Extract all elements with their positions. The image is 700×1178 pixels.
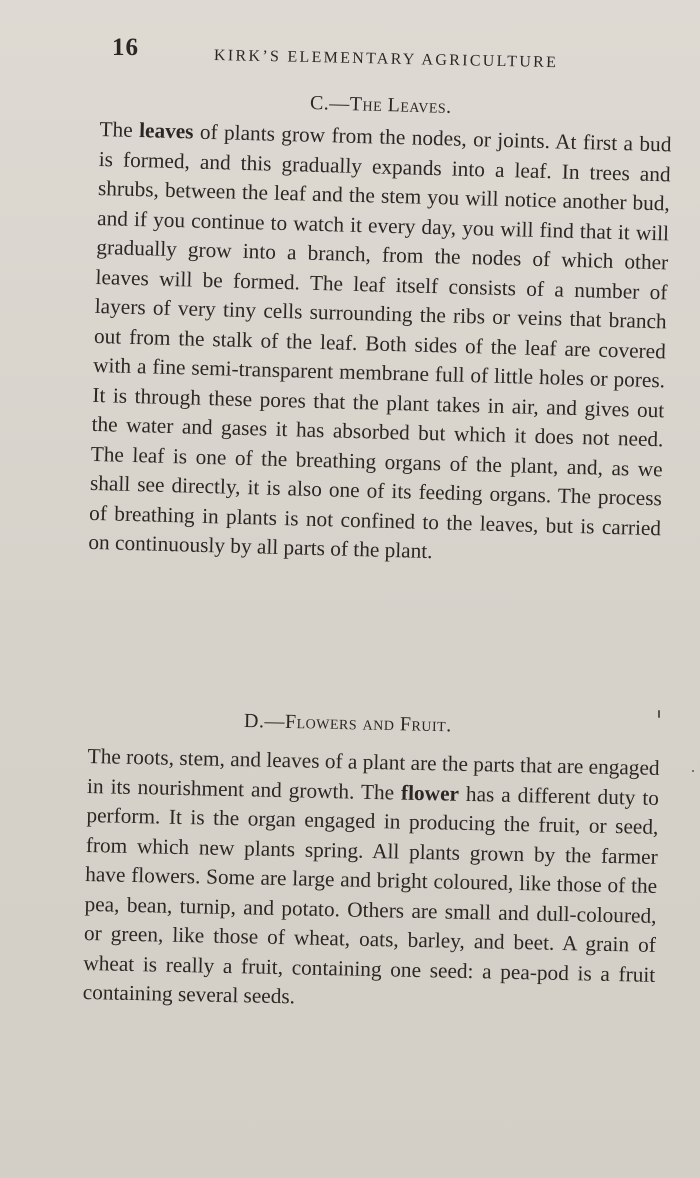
section-heading-leaves bbox=[310, 92, 452, 119]
ink-speck bbox=[658, 710, 660, 718]
paragraph-lead: The bbox=[99, 116, 140, 143]
page-number: 16 bbox=[112, 34, 139, 61]
ink-speck bbox=[692, 770, 694, 772]
paragraph-text: of plants grow from the nodes, or joints. At first a bud is formed, and this gradually expands into a leaf. In trees and shrubs, between the leaf and the stem you will notice another bud, and if you continue to watch it every day, you will find that it will gradually grow into a branch, from the nodes of which other leaves will be formed. The leaf itself consists of a number of layers of very tiny cells surrounding the ribs or veins that branch out from the stalk of the leaf. Both sides of the leaf are covered with a fine semi-transparent membrane full of little holes or pores. It is through these pores that the plant takes in air, and gives out the water and gases it has absorbed but which it does not need. The leaf is one of the breathing organs of the plant, and, as we shall see directly, it is also one of its feeding organs. The process of breathing in plants is not confined to the leaves, but is carried on continuously by all parts of the plant. bbox=[88, 119, 672, 564]
section-heading-title: Flowers and Fruit. bbox=[284, 710, 452, 737]
section-heading-flowers-fruit bbox=[244, 710, 452, 737]
bold-term-leaves: leaves bbox=[138, 118, 194, 144]
section-heading-prefix: C.— bbox=[309, 92, 351, 116]
section-heading-title: The Leaves. bbox=[349, 93, 453, 118]
running-head: KIRK’S ELEMENTARY AGRICULTURE bbox=[213, 47, 559, 72]
paragraph-leaves bbox=[88, 115, 672, 573]
paragraph-lead: The roots, stem, and leaves of a plant are the parts that are engaged in its nourishment and growth. The bbox=[86, 743, 660, 805]
paragraph-flowers-fruit bbox=[82, 742, 659, 1019]
bold-term-flower: flower bbox=[400, 780, 460, 806]
section-heading-prefix: D.— bbox=[243, 710, 286, 733]
paragraph-text: has a different duty to perform. It is the organ engaged in producing the fruit, or seed, from which new plants spring. All plants grown by the farmer have flowers. Some are large and bright coloured, like those of the pea, bean, turnip, and potato. Others are small and dull-coloured, or green, like those of wheat, oats, barley, and beet. A grain of wheat is really a fruit, containing one seed: a pea-pod is a fruit containing several seeds. bbox=[82, 781, 660, 1009]
